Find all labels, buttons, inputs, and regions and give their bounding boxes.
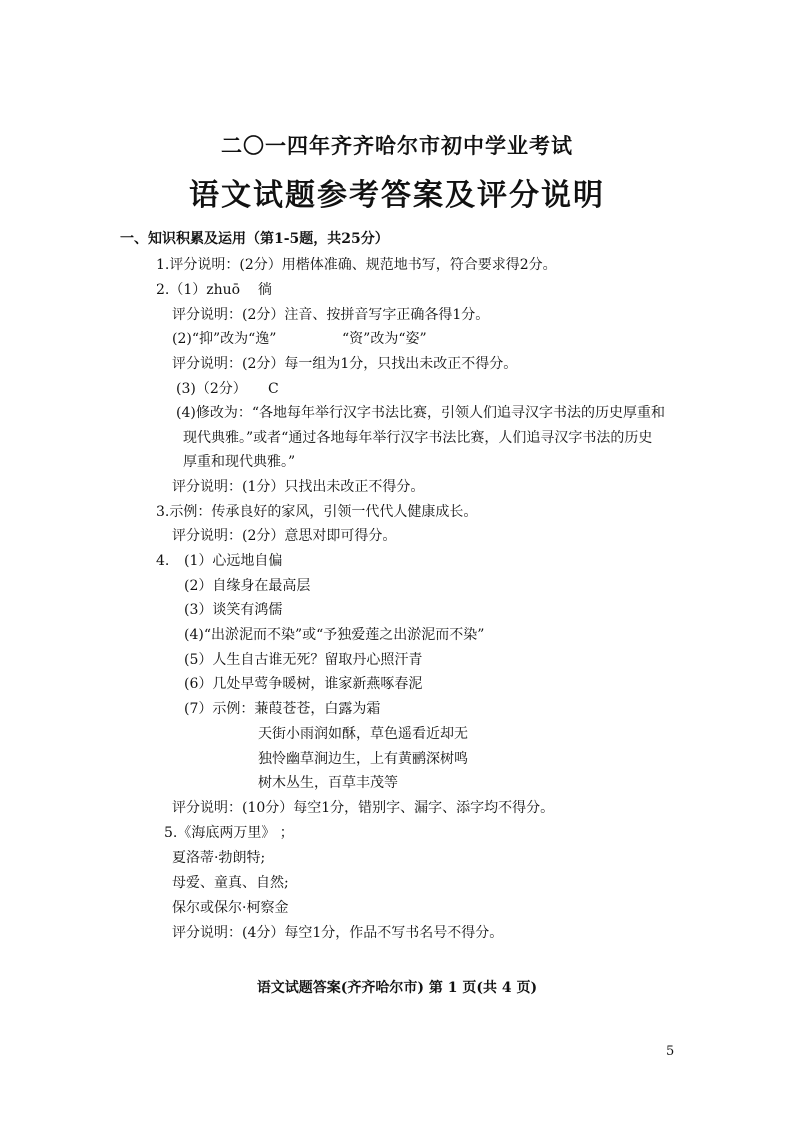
q4-6: (6）几处早莺争暖树，谁家新燕啄春泥 xyxy=(184,676,423,692)
q4-7-alt-3: 树木丛生，百草丰茂等 xyxy=(258,775,398,791)
q2-4-line-1: (4)修改为：“各地每年举行汉字书法比赛，引领人们追寻汉字书法的历史厚重和 xyxy=(176,405,665,421)
exam-title: 二〇一四年齐齐哈尔市初中学业考试 xyxy=(221,133,573,158)
q3-scoring: 评分说明：(2分）意思对即可得分。 xyxy=(172,528,397,544)
q2-4-line-2: 现代典雅。”或者“通过各地每年举行汉字书法比赛，人们追寻汉字书法的历史 xyxy=(183,430,653,446)
page-footer: 语文试题答案(齐齐哈尔市) 第 1 页(共 4 页) xyxy=(256,980,538,996)
q2-2-fix-1: (2)“抑”改为“逸” xyxy=(172,331,277,347)
q4-scoring: 评分说明：(10分）每空1分，错别字、漏字、添字均不得分。 xyxy=(172,800,555,816)
q2-3-answer: C xyxy=(268,381,279,397)
q3-example: 3.示例：传承良好的家风，引领一代代人健康成长。 xyxy=(156,504,478,520)
q2-2-fix-2: “资”改为“姿” xyxy=(342,331,427,347)
q2-2-scoring: 评分说明：(2分）每一组为1分，只找出未改正不得分。 xyxy=(172,356,518,372)
q4-3: (3）谈笑有鸿儒 xyxy=(184,602,283,618)
q5-character: 保尔或保尔·柯察金 xyxy=(172,900,289,916)
q4-2: (2）自缘身在最高层 xyxy=(184,578,311,594)
page-number: 5 xyxy=(666,1044,675,1059)
q4-4: (4)“出淤泥而不染”或“予独爱莲之出淤泥而不染” xyxy=(184,627,485,643)
q4-1: (1）心远地自偏 xyxy=(184,553,283,569)
q4-number: 4. xyxy=(156,553,170,569)
q1-scoring: 1.评分说明：(2分）用楷体准确、规范地书写，符合要求得2分。 xyxy=(156,257,557,273)
q4-7-alt-1: 天街小雨润如酥，草色遥看近却无 xyxy=(258,726,468,742)
q2-1-pinyin: 2.（1）zhuō xyxy=(156,282,241,298)
q5-themes: 母爱、童真、自然; xyxy=(172,875,289,891)
q2-1-scoring: 评分说明：(2分）注音、按拼音写字正确各得1分。 xyxy=(172,307,490,323)
q2-4-line-3: 厚重和现代典雅。” xyxy=(183,454,296,470)
q5-author: 夏洛蒂·勃朗特; xyxy=(172,850,266,866)
q5-scoring: 评分说明：(4分）每空1分，作品不写书名号不得分。 xyxy=(172,925,504,941)
q5-book: 5.《海底两万里》 ； xyxy=(164,825,294,841)
document-title: 语文试题参考答案及评分说明 xyxy=(189,178,605,213)
q2-1-character: 徜 xyxy=(258,282,272,298)
q4-7: (7）示例：蒹葭苍苍，白露为霜 xyxy=(184,701,381,717)
q2-3-label: (3)（2分） xyxy=(176,381,247,397)
section-heading: 一、知识积累及运用（第1-5题，共25分） xyxy=(120,231,389,247)
q2-4-scoring: 评分说明：(1分）只找出未改正不得分。 xyxy=(172,479,425,495)
q4-5: (5）人生自古谁无死？留取丹心照汗青 xyxy=(184,652,423,668)
q4-7-alt-2: 独怜幽草涧边生，上有黄鹂深树鸣 xyxy=(258,751,468,767)
